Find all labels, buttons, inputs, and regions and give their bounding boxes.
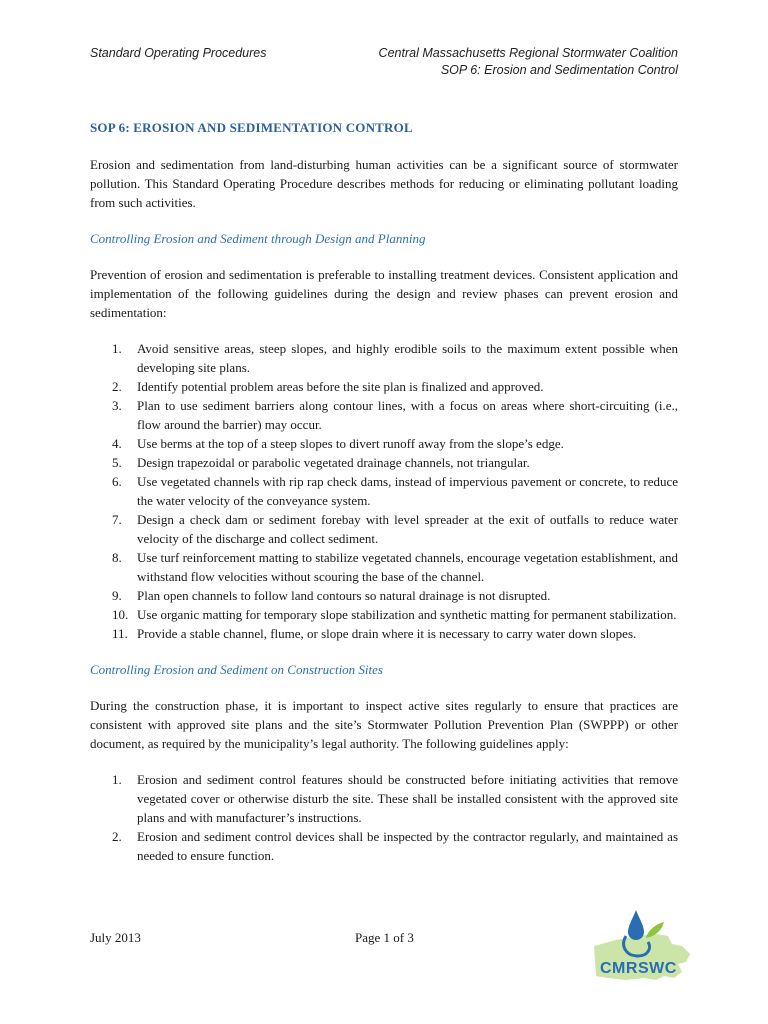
design-guidelines-list bbox=[90, 339, 678, 643]
list-item-number: 1. bbox=[112, 772, 122, 787]
list-item bbox=[90, 396, 678, 434]
list-item-number: 2. bbox=[112, 379, 122, 394]
list-item bbox=[90, 548, 678, 586]
list-item-number: 2. bbox=[112, 829, 122, 844]
list-item-text: Provide a stable channel, flume, or slope drain where it is necessary to carry water down slopes. bbox=[137, 626, 637, 641]
list-item-text: Erosion and sediment control features should be constructed before initiating activities that remove vegetated cover or otherwise disturb the site. These shall be installed consistent with the approved site plans and with manufacturer’s instructions. bbox=[137, 772, 678, 825]
list-item-text: Design trapezoidal or parabolic vegetated drainage channels, not triangular. bbox=[137, 455, 530, 470]
list-item-text: Use vegetated channels with rip rap check dams, instead of impervious pavement or concrete, to reduce the water velocity of the conveyance system. bbox=[137, 474, 678, 508]
list-item-text: Identify potential problem areas before the site plan is finalized and approved. bbox=[137, 379, 544, 394]
header-org: Central Massachusetts Regional Stormwater Coalition bbox=[378, 46, 678, 60]
list-item-number: 1. bbox=[112, 341, 122, 356]
page-number: Page 1 of 3 bbox=[355, 930, 414, 945]
list-item-number: 3. bbox=[112, 398, 122, 413]
list-item-text: Use turf reinforcement matting to stabilize vegetated channels, encourage vegetation establishment, and withstand flow velocities without scouring the base of the channel. bbox=[137, 550, 678, 584]
list-item bbox=[90, 624, 678, 643]
footer-date: July 2013 bbox=[90, 930, 141, 945]
list-item-text: Plan open channels to follow land contours so natural drainage is not disrupted. bbox=[137, 588, 551, 603]
section2-paragraph: During the construction phase, it is important to inspect active sites regularly to ensure that practices are consistent with approved site plans and the site’s Stormwater Pollution Prevention Plan (SWPPP) or other document, as required by the municipality’s legal authority. The following guidelines apply: bbox=[90, 698, 678, 751]
header-sop: SOP 6: Erosion and Sedimentation Control bbox=[440, 63, 678, 77]
list-item-text: Design a check dam or sediment forebay with level spreader at the exit of outfalls to reduce water velocity of the discharge and collect sediment. bbox=[137, 512, 678, 546]
list-item bbox=[90, 377, 678, 396]
list-item-text: Use berms at the top of a steep slopes to divert runoff away from the slope’s edge. bbox=[137, 436, 564, 451]
list-item bbox=[90, 453, 678, 472]
document-body bbox=[90, 118, 678, 882]
logo-text: CMRSWC bbox=[600, 960, 677, 977]
list-item bbox=[90, 510, 678, 548]
list-item bbox=[90, 434, 678, 453]
intro-paragraph: Erosion and sedimentation from land-disturbing human activities can be a significant source of stormwater pollution. This Standard Operating Procedure describes methods for reducing or eliminating pollutant loading from such activities. bbox=[90, 157, 678, 210]
list-item-number: 6. bbox=[112, 474, 122, 489]
cmrswc-logo bbox=[586, 906, 696, 998]
list-item bbox=[90, 827, 678, 865]
list-item bbox=[90, 586, 678, 605]
list-item-number: 11. bbox=[112, 626, 128, 641]
header-left: Standard Operating Procedures bbox=[90, 46, 267, 60]
list-item bbox=[90, 605, 678, 624]
list-item-text: Use organic matting for temporary slope stabilization and synthetic matting for permanent stabilization. bbox=[137, 607, 677, 622]
list-item bbox=[90, 472, 678, 510]
construction-guidelines-list bbox=[90, 770, 678, 865]
section1-heading: Controlling Erosion and Sediment through Design and Planning bbox=[90, 231, 426, 246]
list-item-text: Erosion and sediment control devices shall be inspected by the contractor regularly, and maintained as needed to ensure function. bbox=[137, 829, 678, 863]
list-item bbox=[90, 770, 678, 827]
list-item-number: 5. bbox=[112, 455, 122, 470]
list-item-number: 4. bbox=[112, 436, 122, 451]
list-item-number: 8. bbox=[112, 550, 122, 565]
header-right bbox=[379, 45, 678, 79]
list-item-text: Plan to use sediment barriers along contour lines, with a focus on areas where short-circuiting (i.e., flow around the barrier) may occur. bbox=[137, 398, 678, 432]
section1-paragraph: Prevention of erosion and sedimentation is preferable to installing treatment devices. Consistent application and implementation of the following guidelines during the design and review phases can prevent erosion and sedimentation: bbox=[90, 267, 678, 320]
page-title: SOP 6: EROSION AND SEDIMENTATION CONTROL bbox=[90, 120, 413, 135]
list-item bbox=[90, 339, 678, 377]
droplet-icon bbox=[628, 910, 644, 940]
list-item-text: Avoid sensitive areas, steep slopes, and highly erodible soils to the maximum extent possible when developing site plans. bbox=[137, 341, 678, 375]
list-item-number: 9. bbox=[112, 588, 122, 603]
section2-heading: Controlling Erosion and Sediment on Construction Sites bbox=[90, 662, 383, 677]
list-item-number: 10. bbox=[112, 607, 129, 622]
list-item-number: 7. bbox=[112, 512, 122, 527]
